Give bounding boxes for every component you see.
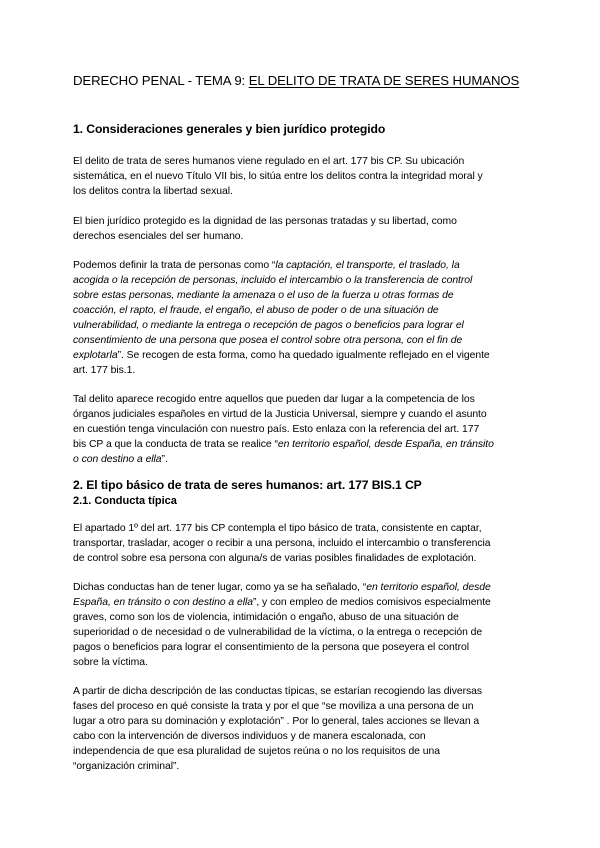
paragraph-line <box>73 438 494 452</box>
paragraph-line: “organización criminal”. <box>73 761 180 772</box>
paragraph-line: órganos judiciales españoles en virtud de la Justicia Universal, siempre y cuando el asunto <box>73 409 487 420</box>
text-run: Dichas conductas han de tener lugar, como ya se ha señalado, “ <box>73 582 367 593</box>
quote-run: consentimiento de una persona que posea el control sobre otra persona, con el fin de <box>73 335 463 346</box>
paragraph-line: los delitos contra la libertad sexual. <box>73 186 233 197</box>
document-title <box>73 72 519 90</box>
paragraph-line <box>73 319 464 333</box>
paragraph-line: art. 177 bis.1. <box>73 365 136 376</box>
quote-run: coacción, el rapto, el fraude, el engaño, el abuso de poder o de una situación de <box>73 305 439 316</box>
paragraph-line: graves, como son los de violencia, intimidación o engaño, abuso de una situación de <box>73 612 459 623</box>
paragraph-line: El delito de trata de seres humanos viene regulado en el art. 177 bis CP. Su ubicación <box>73 156 465 167</box>
subsection-2-1-heading: 2.1. Conducta típica <box>73 495 177 507</box>
title-prefix: DERECHO PENAL - TEMA 9: <box>73 73 249 88</box>
paragraph-line <box>73 289 454 303</box>
paragraph-line: sobre la víctima. <box>73 657 148 668</box>
quote-run: o con destino a ella <box>73 454 162 465</box>
quote-run: en territorio español, desde <box>366 582 491 593</box>
paragraph-line: cabo con la intervención de diversos individuos y de manera escalonada, con <box>73 731 426 742</box>
paragraph-line: independencia de que esa pluralidad de sujetos reúna o no los requisitos de una <box>73 746 440 757</box>
paragraph-line: de control sobre esa persona con alguna/s de varias posibles finalidades de explotación. <box>73 553 477 564</box>
paragraph-line: derechos esenciales del ser humano. <box>73 231 244 242</box>
paragraph-line: fases del proceso en qué consiste la trata y por el que “se moviliza a una persona de un <box>73 701 474 712</box>
text-run: ”. Se recogen de esta forma, como ha quedado igualmente reflejado en el vigente <box>117 350 490 361</box>
text-run: Podemos definir la trata de personas como “ <box>73 260 276 271</box>
paragraph-line: transportar, trasladar, acoger o recibir a una persona, incluido el intercambio o transferencia <box>73 538 491 549</box>
quote-run: España, en tránsito o con destino a ella <box>73 597 253 608</box>
paragraph-line: A partir de dicha descripción de las conductas típicas, se estarían recogiendo las diversas <box>73 686 482 697</box>
quote-run: sobre estas personas, mediante la amenaza o el uso de la fuerza u otras formas de <box>73 290 454 301</box>
section-1-heading: 1. Consideraciones generales y bien jurídico protegido <box>73 122 386 136</box>
paragraph-line: El apartado 1º del art. 177 bis CP contempla el tipo básico de trata, consistente en captar, <box>73 523 482 534</box>
paragraph-line: El bien jurídico protegido es la dignidad de las personas tratadas y su libertad, como <box>73 216 457 227</box>
paragraph-line <box>73 349 490 363</box>
quote-run: en territorio español, desde España, en tránsito <box>277 439 494 450</box>
text-run: ”, y con empleo de medios comisivos especialmente <box>252 597 491 608</box>
paragraph-line: sistemática, en el nuevo Título VII bis, lo sitúa entre los delitos contra la integridad moral y <box>73 171 483 182</box>
quote-run: vulnerabilidad, o mediante la entrega o recepción de pagos o beneficios para lograr el <box>73 320 464 331</box>
paragraph-line: superioridad o de necesidad o de vulnerabilidad de la víctima, o la entrega o recepción de <box>73 627 483 638</box>
paragraph-line <box>73 334 462 348</box>
paragraph-line <box>73 304 439 318</box>
quote-run: explotarla <box>73 350 118 361</box>
text-run: bis CP a que la conducta de trata se realice “ <box>73 439 278 450</box>
paragraph-line <box>73 581 491 595</box>
paragraph-line <box>73 596 491 610</box>
paragraph-line <box>73 453 168 467</box>
section-2-heading: 2. El tipo básico de trata de seres humanos: art. 177 BIS.1 CP <box>73 478 422 492</box>
paragraph-line <box>73 274 472 288</box>
quote-run: acogida o la recepción de personas, incluido el intercambio o la transferencia de control <box>73 275 473 286</box>
paragraph-line: Tal delito aparece recogido entre aquellos que pueden dar lugar a la competencia de los <box>73 394 475 405</box>
title-topic: EL DELITO DE TRATA DE SERES HUMANOS <box>248 73 520 88</box>
text-run: ”. <box>161 454 168 465</box>
paragraph-line: lugar a otro para su dominación y explotación” . Por lo general, tales acciones se llevan a <box>73 716 480 727</box>
paragraph-line <box>73 259 460 273</box>
paragraph-line: en cuestión tenga vinculación con nuestro país. Esto enlaza con la referencia del art. 177 <box>73 424 480 435</box>
quote-run: la captación, el transporte, el traslado, la <box>275 260 460 271</box>
paragraph-line: pagos o beneficios para lograr el consentimiento de la persona que poseyera el control <box>73 642 469 653</box>
